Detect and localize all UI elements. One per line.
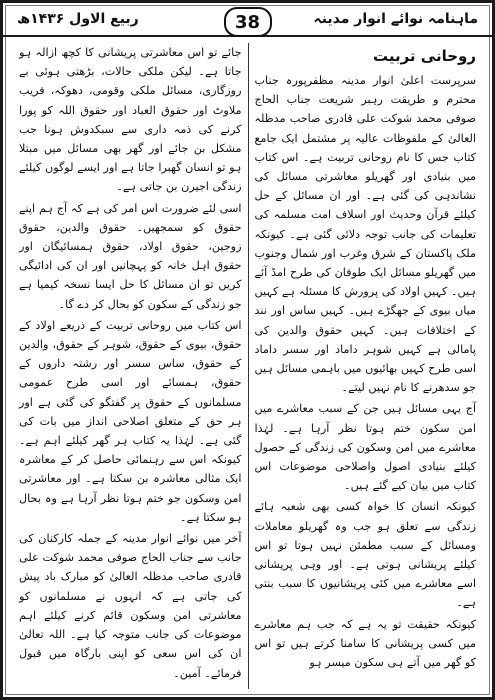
paragraph: سرپرست اعلیٰ انوار مدینہ مظفرپورہ جناب محترم و طریقت رہبر شریعت جناب الحاج صوفی محمد شوکت علی قادری صاحب مدظلہ العالیٰ کے ملفوظات عالیہ پر مشتمل ایک جامع کتاب جس کا نام روحانی تربیت ہے۔ اس کتاب میں بنیادی اور گھریلو معاشرتی مسائل کی نشاندہی کی گئی ہے۔ اور ان مسائل کے حل کیلئے قرآن وحدیث اور اسلاف امت مسلمہ کی تعلیمات کی جانب توجہ دلائی گئی ہے۔ کیونکہ ملک پاکستان کے شرق وغرب اور شمال وجنوب میں گھریلو مسائل ایک طوفان کی طرح امڈ آئے ہیں۔ کہیں اولاد کی پرورش کا مسئلہ ہے کہیں میاں بیوی کے جھگڑے ہیں۔ کہیں ساس اور نند کے اختلافات ہیں۔ کہیں حقوق والدین کی پامالی ہے کہیں شوہر داماد اور سسر داماد اسی طرح کہیں بھائیوں میں باہمی مسائل ہیں جو سدھرنے کا نام نہیں لیتے۔ bbox=[254, 74, 476, 395]
paragraph: جائے تو اس معاشرتی پریشانی کا کچھ ازالہ ہو جاتا ہے۔ لیکن ملکی حالات، بڑھتی ہوئی بے روزگاری، مسائل ملکی وقومی، دھوکہ، فریب ملاوٹ اور حقوق العباد اور حقوق اللہ کو پورا کرنے کی ذمہ داری سے سبکدوش ہونا جب مشکل بن جائے اور گھر بھی مسائل میں مبتلا ہو تو انسان گھبرا جاتا ہے اور ایسے لوگوں کیلئے زندگی اجیرن بن جاتی ہے۔ bbox=[19, 46, 242, 194]
issue-date: ربیع الاول ۱۴۳۶ھ bbox=[17, 11, 139, 27]
paragraph: کیونکہ انسان کا خواہ کسی بھی شعبہ ہائے زندگی سے تعلق ہو جب وہ گھریلو معاملات ومسائل کے سبب مطمئن نہیں ہوتا تو اس کیلئے پریشانی ہوتی ہے۔ اور وہی پریشانی اسے معاشرے میں کئی پریشانیوں کا سبب بنتی ہے۔ bbox=[254, 500, 476, 610]
page-number: 38 bbox=[224, 7, 272, 37]
right-column bbox=[248, 43, 483, 689]
paragraph: کیونکہ حقیقت تو یہ ہے کہ جب ہم معاشرے میں کسی پریشانی کا سامنا کرتے ہیں تو اس کو گھر میں آتے ہی سکون میسر ہو bbox=[254, 617, 476, 670]
paragraph: اس کتاب میں روحانی تربیت کے ذریعے اولاد کے حقوق، بیوی کے حقوق، شوہر کے حقوق، والدین کے حقوق، ساس سسر اور رشتہ داروں کے حقوق، ہمسائے اور اسی طرح عمومی مسلمانوں کے حقوق پر گفتگو کی گئی ہے اور ہر حق کے متعلق اصلاحی انداز میں بات کی گئی ہے۔ لہٰذا یہ کتاب ہر گھر کیلئے اہم ہے۔ کیونکہ اس سے رہنمائی حاصل کر کے معاشرہ ایک مثالی معاشرہ بن سکتا ہے۔ اور معاشرتی امن وسکون جو ختم ہوتا نظر آرہا ہے وہ بحال ہو سکتا ہے۔ bbox=[19, 318, 242, 524]
paragraph: آخر میں نوائے انوار مدینہ کے جملہ کارکنان کی جانب سے جناب الحاج صوفی محمد شوکت علی قادری صاحب مدظلہ العالیٰ کو مبارک باد پیش کی جاتی ہے کہ انہوں نے مسلمانوں کو معاشرتی امن وسکون قائم کرنے کیلئے اہم موضوعات کی جانب متوجہ کیا ہے۔ اللہ تعالیٰ ان کی اس سعی کو اپنی بارگاہ میں قبول فرمائے۔ آمین۔ bbox=[19, 532, 242, 680]
article-body bbox=[13, 43, 482, 689]
article-title: روحانی تربیت bbox=[372, 47, 476, 65]
left-column bbox=[13, 43, 248, 689]
page-header bbox=[3, 3, 492, 37]
paragraph: اسی لئے ضرورت اس امر کی ہے کہ آج ہم اپنے حقوق کو سمجھیں۔ حقوق والدین، حقوق زوجین، حقوق اولاد، حقوق ہمسائیگان اور حقوق اہل خانہ کو پہچانیں اور ان کی ادائیگی کریں تو ان مسائل کا حل ایسا نسخہ کیمیا ہے جو زندگی کے سکون کو بحال کر دے گا۔ bbox=[19, 201, 242, 311]
paragraph: آج یہی مسائل ہیں جن کے سبب معاشرے میں امن سکون ختم ہوتا نظر آرہا ہے۔ لہٰذا معاشرے میں امن وسکون کی زندگی کے حصول کیلئے بنیادی اصول واصلاحی موضوعات اس کتاب میں بیان کیے گئے ہیں۔ bbox=[254, 402, 476, 493]
magazine-title: ماہنامہ نوائے انوار مدینہ bbox=[313, 11, 478, 27]
